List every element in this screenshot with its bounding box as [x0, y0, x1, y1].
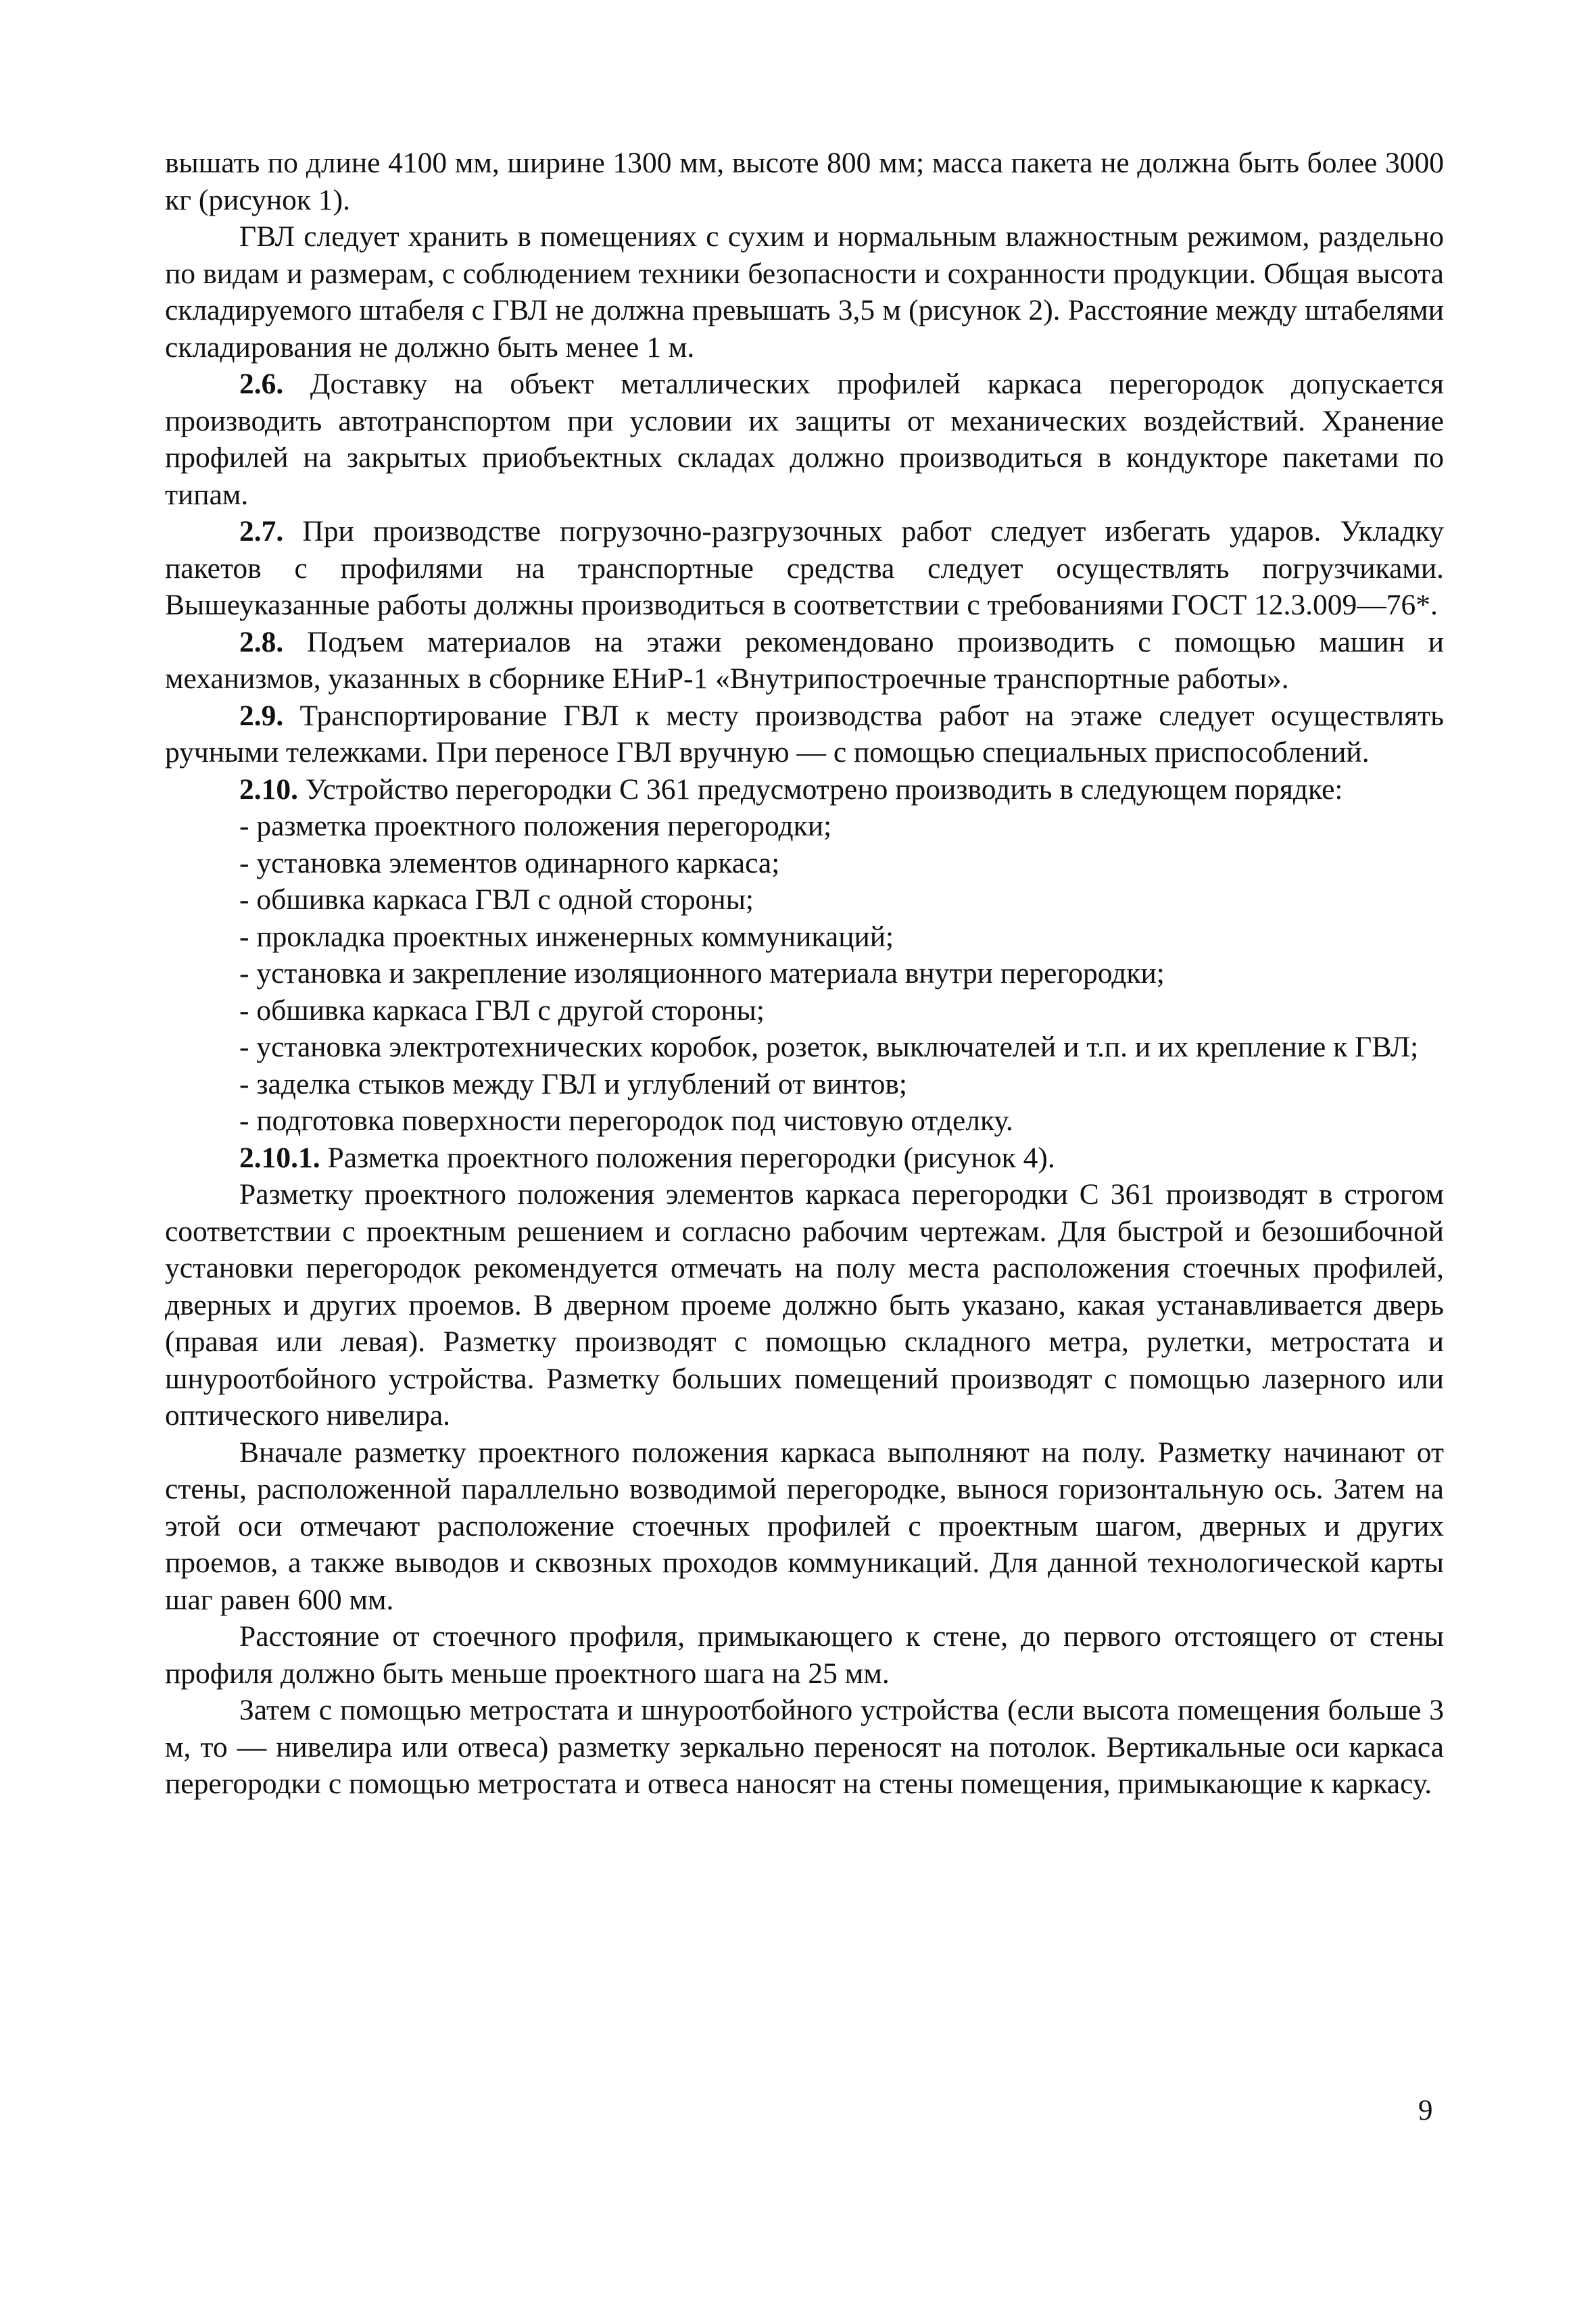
- section-number: 2.10.: [239, 773, 298, 806]
- list-item: - установка электротехнических коробок, розеток, выключателей и т.п. и их крепление к ГВЛ;: [239, 1031, 1419, 1063]
- paragraph-marking-elements: Разметку проектного положения элементов каркаса перегородки С 361 производят в строгом соответствии с проектным решением и согласно рабочим чертежам. Для быстрой и безошибочной установки перегородок рекомендуется отмечать на полу места расположения стоечных профилей, дверных и других проемов. В дверном проеме должно быть указано, какая устанавливается дверь (правая или левая). Разметку производят с помощью складного метра, рулетки, метростата и шнуроотбойного устройства. Разметку больших помещений производят с помощью лазерного или оптического нивелира.: [165, 1178, 1444, 1432]
- list-item: - прокладка проектных инженерных коммуникаций;: [239, 920, 894, 953]
- paragraph-marking-ceiling: Затем с помощью метростата и шнуроотбойного устройства (если высота помещения больше 3 м, то — нивелира или отвеса) разметку зеркально переносят на потолок. Вертикальные оси каркаса перегородки с помощью метростата и отвеса наносят на стены помещения, примыкающие к каркасу.: [165, 1694, 1444, 1800]
- paragraph-text: Разметка проектного положения перегородки (рисунок 4).: [320, 1141, 1055, 1174]
- section-number: 2.7.: [239, 515, 284, 547]
- document-page: [165, 145, 1444, 1803]
- list-item: - установка элементов одинарного каркаса;: [239, 846, 780, 879]
- steps-list: [165, 808, 1444, 1140]
- list-item: - обшивка каркаса ГВЛ с другой стороны;: [239, 994, 765, 1027]
- paragraph-profile-distance: Расстояние от стоечного профиля, примыкающего к стене, до первого отстоящего от стены профиля должно быть меньше проектного шага на 25 мм.: [165, 1620, 1444, 1690]
- section-number: 2.6.: [239, 368, 284, 400]
- list-item: - обшивка каркаса ГВЛ с одной стороны;: [239, 883, 754, 916]
- paragraph-text: Подъем материалов на этажи рекомендовано производить с помощью машин и механизмов, указанных в сборнике ЕНиР-1 «Внутрипостроечные транспортные работы».: [165, 625, 1444, 695]
- paragraph-2-7: [165, 513, 1444, 624]
- paragraph-2-8: [165, 624, 1444, 698]
- paragraph-2-6: [165, 366, 1444, 513]
- page-number: 9: [1418, 2095, 1433, 2126]
- paragraph-marking-floor: Вначале разметку проектного положения каркаса выполняют на полу. Разметку начинают от стены, расположенной параллельно возводимой перегородке, вынося горизонтальную ось. Затем на этой оси отмечают расположение стоечных профилей с проектным шагом, дверных и других проемов, а также выводов и сквозных проходов коммуникаций. Для данной технологической карты шаг равен 600 мм.: [165, 1436, 1444, 1616]
- paragraph-2-10-1: [165, 1140, 1444, 1177]
- section-number: 2.10.1.: [239, 1141, 320, 1174]
- list-item: - разметка проектного положения перегородки;: [239, 810, 832, 842]
- section-number: 2.8.: [239, 625, 284, 658]
- list-item: - подготовка поверхности перегородок под чистовую отделку.: [239, 1104, 1013, 1137]
- section-number: 2.9.: [239, 699, 284, 732]
- paragraph-text: Транспортирование ГВЛ к месту производства работ на этаже следует осуществлять ручными тележками. При переносе ГВЛ вручную — с помощью специальных приспособлений.: [165, 699, 1444, 769]
- paragraph-2-9: [165, 698, 1444, 771]
- paragraph-gvl-storage: ГВЛ следует хранить в помещениях с сухим и нормальным влажностным режимом, раздельно по видам и размерам, с соблюдением техники безопасности и сохранности продукции. Общая высота складируемого штабеля с ГВЛ не должна превышать 3,5 м (рисунок 2). Расстояние между штабелями складирования не должно быть менее 1 м.: [165, 220, 1444, 364]
- paragraph-text: При производстве погрузочно-разгрузочных работ следует избегать ударов. Укладку пакетов с профилями на транспортные средства следует осуществлять погрузчиками. Вышеуказанные работы должны производиться в соответствии с требованиями ГОСТ 12.3.009—76*.: [165, 515, 1444, 621]
- list-item: - установка и закрепление изоляционного материала внутри перегородки;: [239, 957, 1165, 990]
- list-item: - заделка стыков между ГВЛ и углублений от винтов;: [239, 1067, 907, 1100]
- paragraph-text: Доставку на объект металлических профилей каркаса перегородок допускается производить автотранспортом при условии их защиты от механических воздействий. Хранение профилей на закрытых приобъектных складах должно производиться в кондукторе пакетами по типам.: [165, 368, 1444, 511]
- paragraph-text: Устройство перегородки С 361 предусмотрено производить в следующем порядке:: [298, 773, 1343, 806]
- paragraph-2-10: [165, 771, 1444, 808]
- paragraph-continuation: вышать по длине 4100 мм, ширине 1300 мм, высоте 800 мм; масса пакета не должна быть более 3000 кг (рисунок 1).: [165, 147, 1444, 216]
